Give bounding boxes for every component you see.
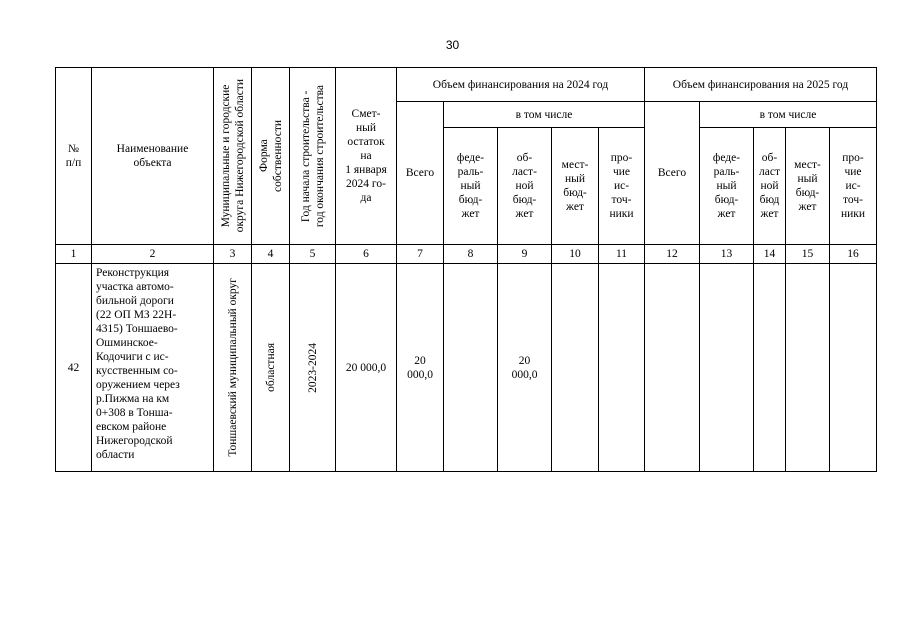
col-number: 6: [336, 245, 397, 264]
header-other-2025: про- чие ис- точ- ники: [830, 128, 877, 245]
header-total-2025: Всего: [645, 102, 700, 245]
row-regional-2025: [754, 264, 786, 472]
row-municipal: [214, 264, 252, 472]
header-total-2024: Всего: [397, 102, 444, 245]
header-years-text: Год начала строительства - год окончания строительства: [299, 84, 326, 228]
col-number: 1: [56, 245, 92, 264]
header-num: № п/п: [56, 68, 92, 245]
header-regional-2024: об- ласт- ной бюд- жет: [498, 128, 552, 245]
row-federal-2025: [700, 264, 754, 472]
row-other-2025: [830, 264, 877, 472]
header-municipal: [214, 68, 252, 245]
row-municipal-text: Тоншаевский муниципальный округ: [226, 278, 239, 457]
col-number: 13: [700, 245, 754, 264]
header-other-2024: про- чие ис- точ- ники: [599, 128, 645, 245]
row-local-2025: [786, 264, 830, 472]
row-num: 42: [56, 264, 92, 472]
col-number: 16: [830, 245, 877, 264]
row-object-name: Реконструкция участка автомо- бильной дороги (22 ОП МЗ 22Н- 4315) Тоншаево- Ошминское- Кодочиги с ис- кусственным со- оружением через р.Пижма на км 0+308 в Тонша- евском районе Нижегородской области: [92, 264, 214, 472]
financing-table: [55, 67, 877, 472]
row-total-2024: 20 000,0: [397, 264, 444, 472]
header-fin-2024: Объем финансирования на 2024 год: [397, 68, 645, 102]
col-number: 5: [290, 245, 336, 264]
row-other-2024: [599, 264, 645, 472]
col-number: 2: [92, 245, 214, 264]
row-total-2025: [645, 264, 700, 472]
header-years: [290, 68, 336, 245]
table-row: [56, 264, 877, 472]
row-local-2024: [552, 264, 599, 472]
row-federal-2024: [444, 264, 498, 472]
header-federal-2024: феде- раль- ный бюд- жет: [444, 128, 498, 245]
col-number: 15: [786, 245, 830, 264]
col-number: 7: [397, 245, 444, 264]
header-local-2024: мест- ный бюд- жет: [552, 128, 599, 245]
header-federal-2025: феде- раль- ный бюд- жет: [700, 128, 754, 245]
header-regional-2025: об- ласт ной бюд жет: [754, 128, 786, 245]
header-including-2025: в том числе: [700, 102, 877, 128]
header-local-2025: мест- ный бюд- жет: [786, 128, 830, 245]
header-ownership-text: Форма собственности: [257, 120, 284, 192]
header-municipal-text: Муниципальные и городские округа Нижегородской области: [219, 79, 246, 233]
col-number: 10: [552, 245, 599, 264]
col-number: 9: [498, 245, 552, 264]
col-number: 14: [754, 245, 786, 264]
header-ownership: [252, 68, 290, 245]
row-regional-2024: 20 000,0: [498, 264, 552, 472]
row-years-text: 2023-2024: [306, 342, 319, 393]
col-number: 12: [645, 245, 700, 264]
col-number: 4: [252, 245, 290, 264]
page-number: 30: [445, 38, 460, 52]
header-including-2024: в том числе: [444, 102, 645, 128]
header-remainder: Смет- ный остаток на 1 января 2024 го- да: [336, 68, 397, 245]
col-number: 11: [599, 245, 645, 264]
header-name: Наименование объекта: [92, 68, 214, 245]
row-years: [290, 264, 336, 472]
row-remainder: 20 000,0: [336, 264, 397, 472]
col-number: 3: [214, 245, 252, 264]
row-ownership-text: областная: [264, 343, 277, 392]
row-ownership: [252, 264, 290, 472]
header-fin-2025: Объем финансирования на 2025 год: [645, 68, 877, 102]
col-number: 8: [444, 245, 498, 264]
